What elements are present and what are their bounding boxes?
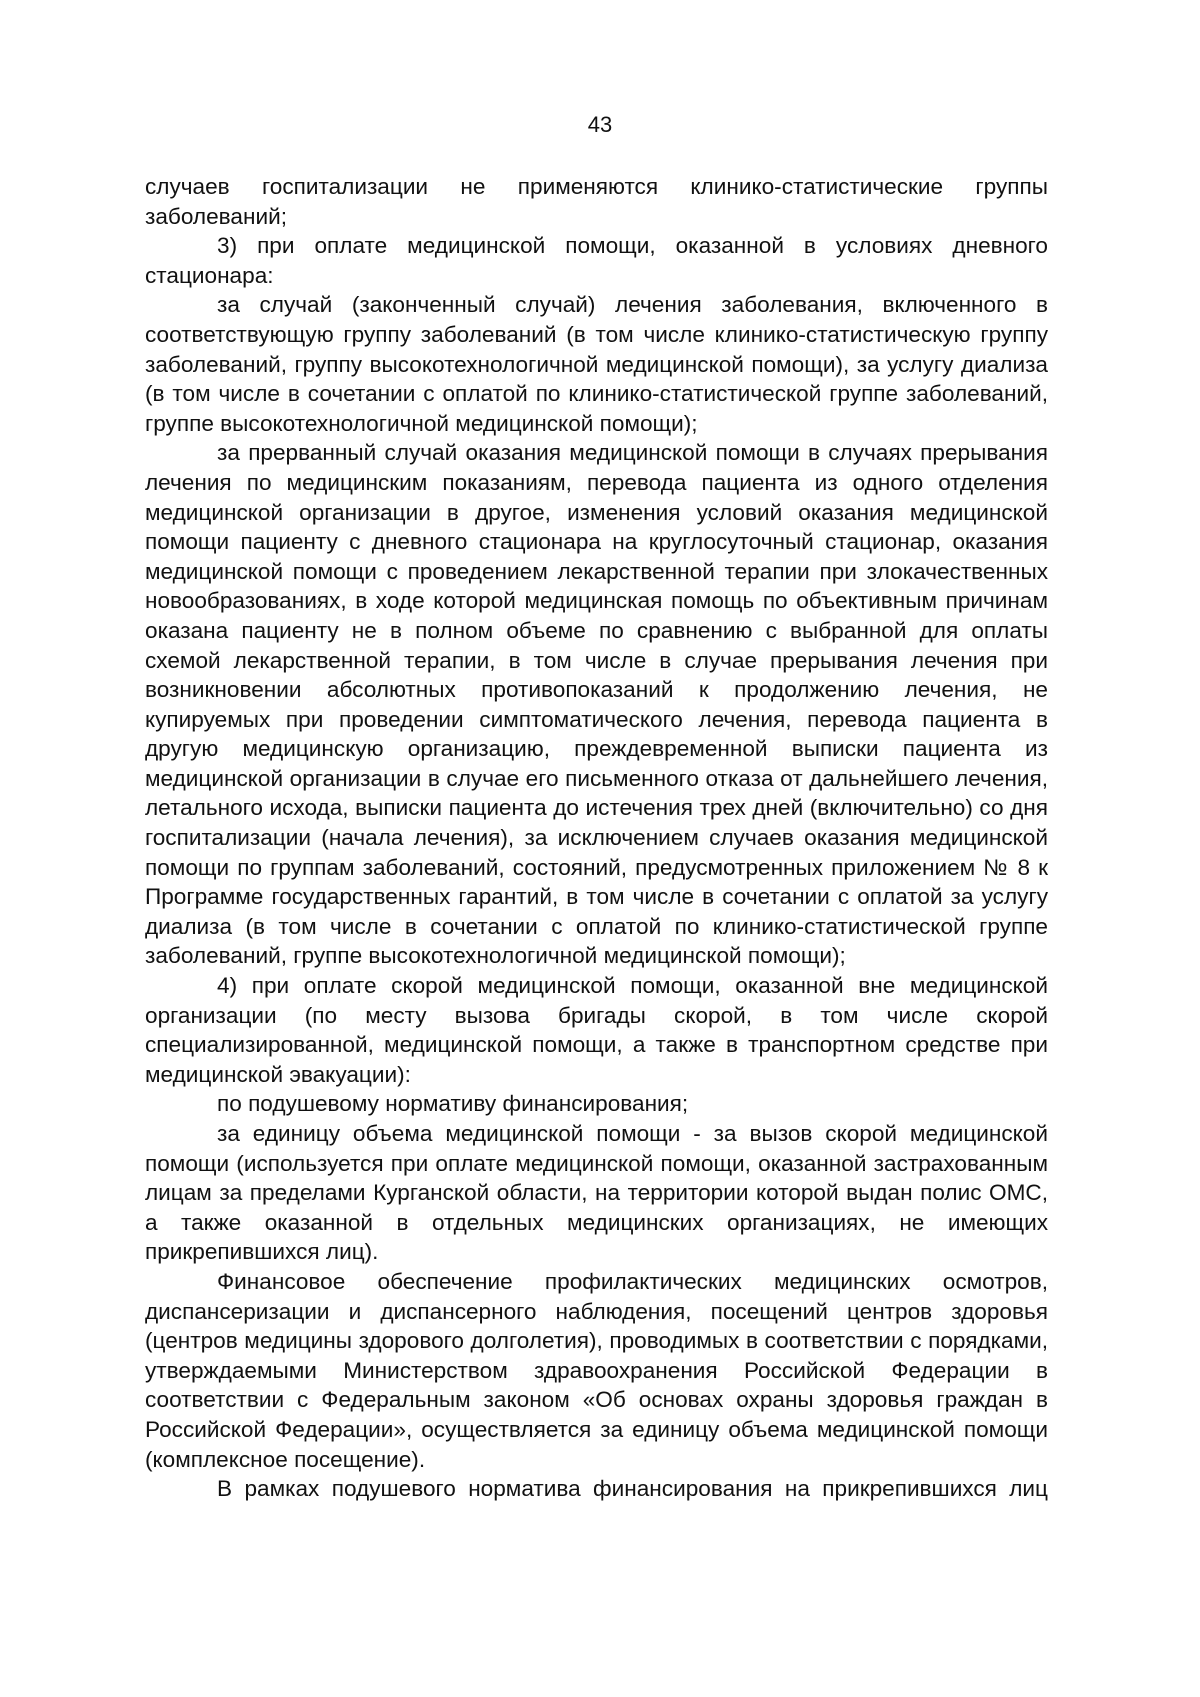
paragraph-per-capita: по подушевому нормативу финансирования; <box>217 1091 689 1117</box>
paragraph-per-capita-framework: В рамках подушевого норматива финансирования на прикрепившихся лиц <box>217 1476 1048 1502</box>
paragraph-item-4: 4) при оплате скорой медицинской помощи, оказанной вне медицинской организации (по месту вызова бригады скорой, в том числе скорой специализированной, медицинской помощи, а также в транспортном средстве при медицинской эвакуации): <box>145 973 1048 1087</box>
document-body <box>145 172 1048 1504</box>
paragraph-item-3: 3) при оплате медицинской помощи, оказанной в условиях дневного стационара: <box>145 233 1048 288</box>
paragraph-completed-case: за случай (законченный случай) лечения заболевания, включенного в соответствующую группу заболеваний (в том числе клинико-статистическую группу заболеваний, группу высокотехнологичной медицинской помощи), за услугу диализа (в том числе в сочетании с оплатой по клинико-статистической группе заболеваний, группе высокотехнологичной медицинской помощи); <box>145 292 1048 436</box>
paragraph-interrupted-case: за прерванный случай оказания медицинской помощи в случаях прерывания лечения по медицинским показаниям, перевода пациента из одного отделения медицинской организации в другое, изменения условий оказания медицинской помощи пациенту с дневного стационара на круглосуточный стационар, оказания медицинской помощи с проведением лекарственной терапии при злокачественных новообразованиях, в ходе которой медицинская помощь по объективным причинам оказана пациенту не в полном объеме по сравнению с выбранной для оплаты схемой лекарственной терапии, в том числе в случае прерывания лечения при возникновении абсолютных противопоказаний к продолжению лечения, не купируемых при проведении симптоматического лечения, перевода пациента в другую медицинскую организацию, преждевременной выписки пациента из медицинской организации в случае его письменного отказа от дальнейшего лечения, летального исхода, выписки пациента до истечения трех дней (включительно) со дня госпитализации (начала лечения), за исключением случаев оказания медицинской помощи по группам заболеваний, состояний, предусмотренных приложением № 8 к Программе государственных гарантий, в том числе в сочетании с оплатой за услугу диализа (в том числе в сочетании с оплатой по клинико-статистической группе заболеваний, группе высокотехнологичной медицинской помощи); <box>145 440 1048 969</box>
paragraph-continuation: случаев госпитализации не применяются клинико-статистические группы заболеваний; <box>145 174 1048 229</box>
paragraph-financial-support: Финансовое обеспечение профилактических медицинских осмотров, диспансеризации и диспансерного наблюдения, посещений центров здоровья (центров медицины здорового долголетия), проводимых в соответствии с порядками, утверждаемыми Министерством здравоохранения Российской Федерации в соответствии с Федеральным законом «Об основах охраны здоровья граждан в Российской Федерации», осуществляется за единицу объема медицинской помощи (комплексное посещение). <box>145 1268 1048 1472</box>
page-number: 43 <box>587 112 613 137</box>
paragraph-unit-of-volume: за единицу объема медицинской помощи - за вызов скорой медицинской помощи (используется при оплате медицинской помощи, оказанной застрахованным лицам за пределами Курганской области, на территории которой выдан полис ОМС, а также оказанной в отдельных медицинских организациях, не имеющих прикрепившихся лиц). <box>145 1121 1048 1265</box>
